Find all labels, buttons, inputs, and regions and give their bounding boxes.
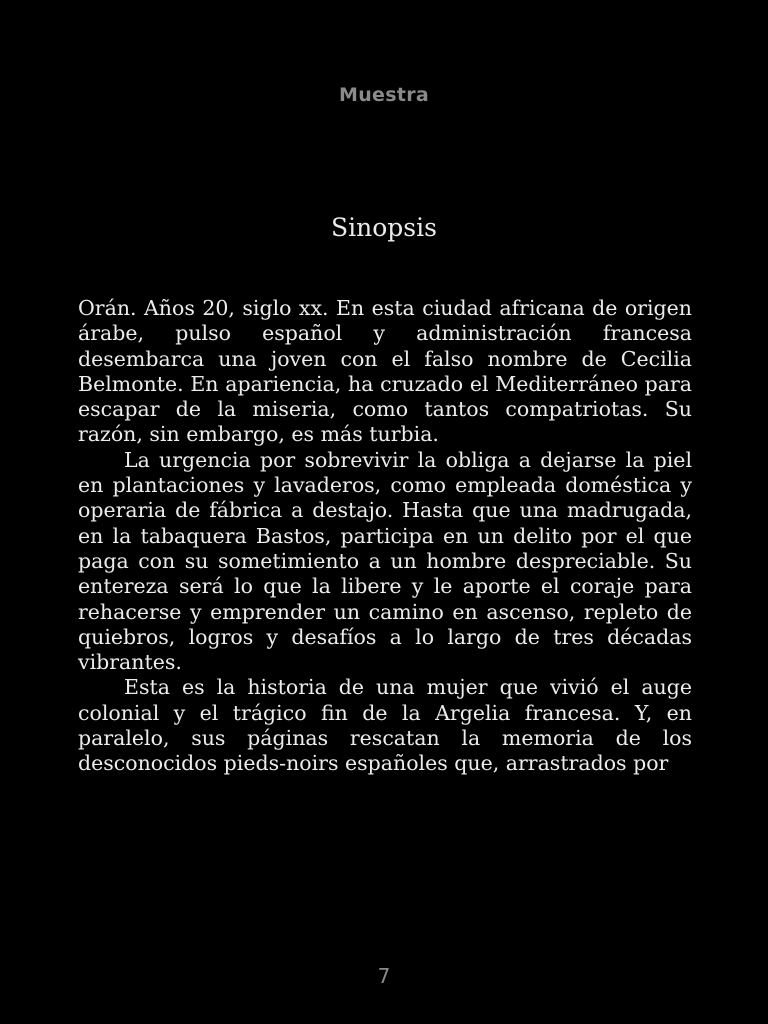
page-number: 7 — [377, 964, 391, 988]
paragraph: La urgencia por sobrevivir la obliga a dejarse la piel en plantaciones y lavaderos, como empleada doméstica y operaria de fábrica a destajo. Hasta que una madrugada, en la tabaquera Bastos, participa en un delito por el que paga con su sometimiento a un hombre despreciable. Su entereza será lo que la libere y le aporte el coraje para rehacerse y emprender un camino en ascenso, repleto de quiebros, logros y desafíos a lo largo de tres décadas vibrantes. — [78, 447, 692, 675]
chapter-title: Sinopsis — [331, 213, 437, 242]
sample-label: Muestra — [338, 84, 429, 106]
body-text — [78, 296, 692, 777]
paragraph: Orán. Años 20, siglo xx. En esta ciudad africana de origen árabe, pulso español y administración francesa desembarca una joven con el falso nombre de Cecilia Belmonte. En apariencia, ha cruzado el Mediterráneo para escapar de la miseria, como tantos compatriotas. Su razón, sin embargo, es más turbia. — [78, 296, 692, 447]
paragraph: Esta es la historia de una mujer que vivió el auge colonial y el trágico fin de la Argelia francesa. Y, en paralelo, sus páginas rescatan la memoria de los desconocidos pieds-noirs españoles que, arrastrados por — [78, 675, 692, 776]
